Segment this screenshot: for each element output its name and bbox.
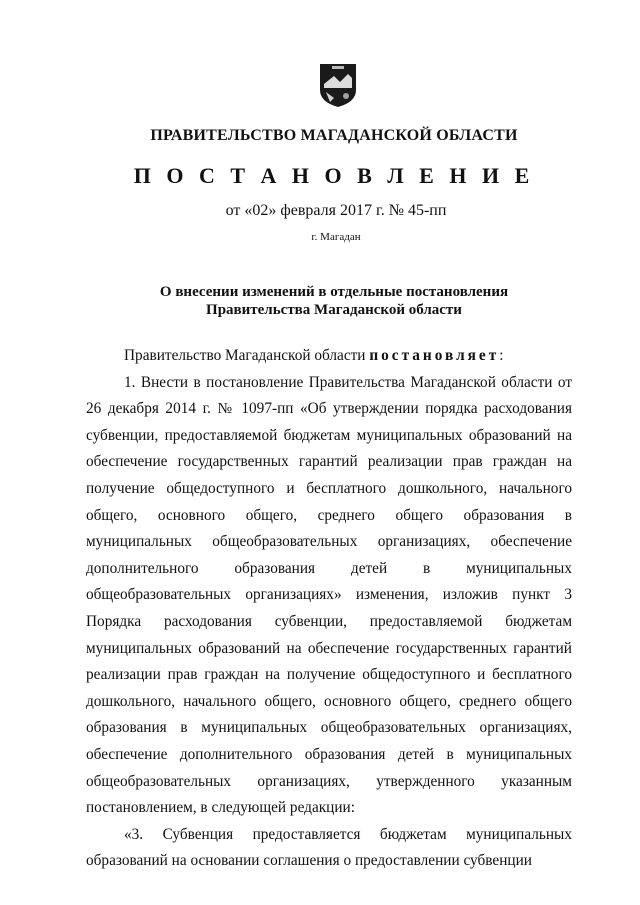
- item-1-paragraph: 1. Внести в постановление Правительства Магаданской области от 26 декабря 2014 г. № 1097-пп «Об утверждении порядка расходования субвенции, предоставляемой бюджетам муниципальных образований на обеспечение государственных гарантий реализации прав граждан на получение общедоступного и бесплатного дошкольного, начального общего, основного общего, среднего общего образования в муниципальных общеобразовательных организациях, обеспечение дополнительного образования детей в муниципальных общеобразовательных организациях» изменения, изложив пункт 3 Порядка расходования субвенции, предоставляемой бюджетам муниципальных образований на обеспечение государственных гарантий реализации прав граждан на получение общедоступного и бесплатного дошкольного, начального общего, основного общего, среднего общего образования в муниципальных общеобразовательных организациях, обеспечение дополнительного образования детей в муниципальных общеобразовательных организациях, утвержденного указанным постановлением, в следующей редакции:: [86, 373, 572, 817]
- organization-heading: ПРАВИТЕЛЬСТВО МАГАДАНСКОЙ ОБЛАСТИ: [150, 127, 518, 144]
- intro-end: :: [499, 347, 504, 364]
- intro-paragraph: [86, 343, 572, 370]
- city-line: г. Магадан: [311, 231, 361, 243]
- date-number-line: от «02» февраля 2017 г. № 45-пп: [225, 202, 447, 219]
- document-title-line-2: Правительства Магаданской области: [206, 302, 462, 318]
- coat-of-arms-icon: [318, 62, 358, 108]
- intro-emphasis: постановляет: [369, 347, 500, 364]
- document-type-heading: П О С Т А Н О В Л Е Н И Е: [133, 163, 535, 188]
- document-body: [86, 343, 572, 875]
- document-title: [14, 283, 640, 319]
- quote-paragraph: «3. Субвенция предоставляется бюджетам муниципальных образований на основании соглашения о предоставлении субвенции: [86, 825, 572, 870]
- document-title-line-1: О внесении изменений в отдельные постановления: [159, 284, 509, 300]
- intro-text: Правительство Магаданской области: [124, 347, 370, 364]
